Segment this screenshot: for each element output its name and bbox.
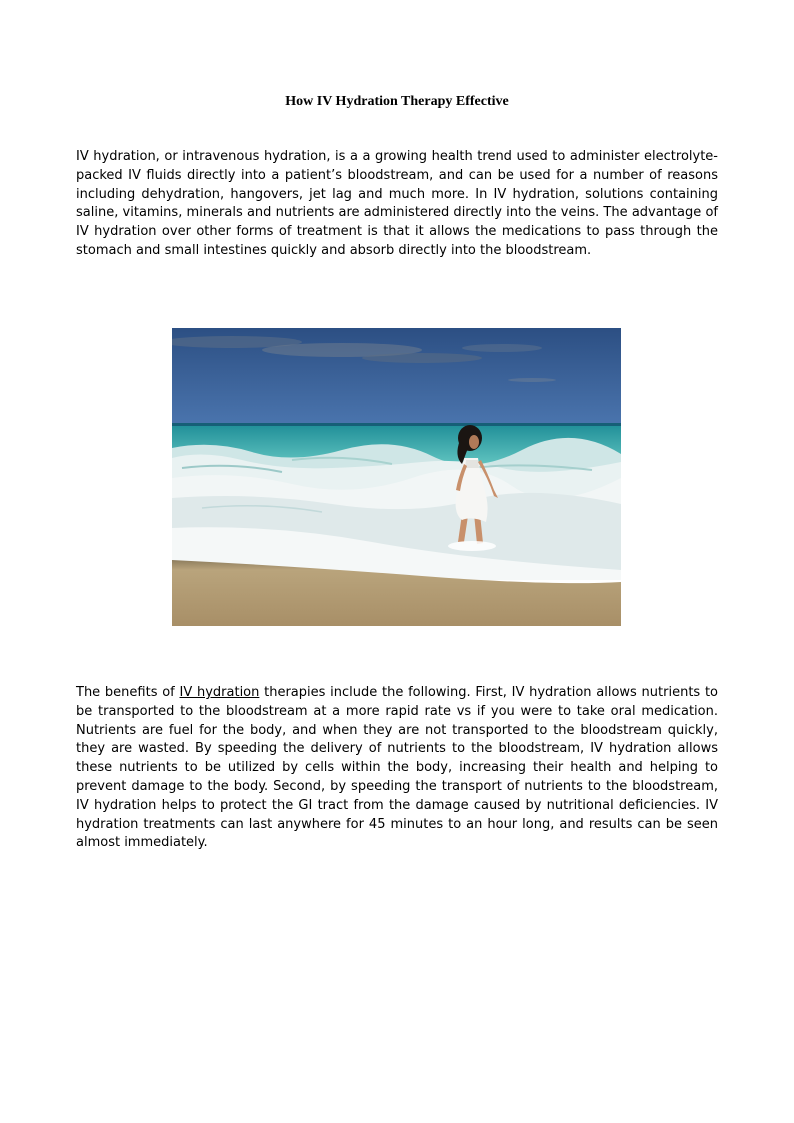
benefits-paragraph bbox=[76, 684, 718, 853]
page-title: How IV Hydration Therapy Effective bbox=[285, 94, 509, 109]
beach-photo-icon bbox=[172, 328, 621, 626]
benefits-text-start: The benefits of bbox=[76, 685, 180, 700]
iv-hydration-link[interactable]: IV hydration bbox=[179, 685, 260, 700]
benefits-text-rest: therapies include the following. First, IV hydration allows nutrients to be transported to the bloodstream at a more rapid rate vs if you were to take oral medication. Nutrients are fuel for the body, and when they are not transported to the bloodstream quickly, they are wasted. By speeding the delivery of nutrients to the bloodstream, IV hydration allows these nutrients to be utilized by cells within the body, increasing their health and helping to prevent damage to the body. Second, by speeding the transport of nutrients to the bloodstream, IV hydration helps to protect the GI tract from the damage caused by nutritional deficiencies. IV hydration treatments can last anywhere for 45 minutes to an hour long, and results can be seen almost immediately. bbox=[76, 685, 718, 851]
intro-paragraph: IV hydration, or intravenous hydration, is a a growing health trend used to administer electrolyte-packed IV fluids directly into a patient’s bloodstream, and can be used for a number of reasons including dehydration, hangovers, jet lag and much more. In IV hydration, solutions containing saline, vitamins, minerals and nutrients are administered directly into the veins. The advantage of IV hydration over other forms of treatment is that it allows the medications to pass through the stomach and small intestines quickly and absorb directly into the bloodstream. bbox=[76, 149, 718, 258]
